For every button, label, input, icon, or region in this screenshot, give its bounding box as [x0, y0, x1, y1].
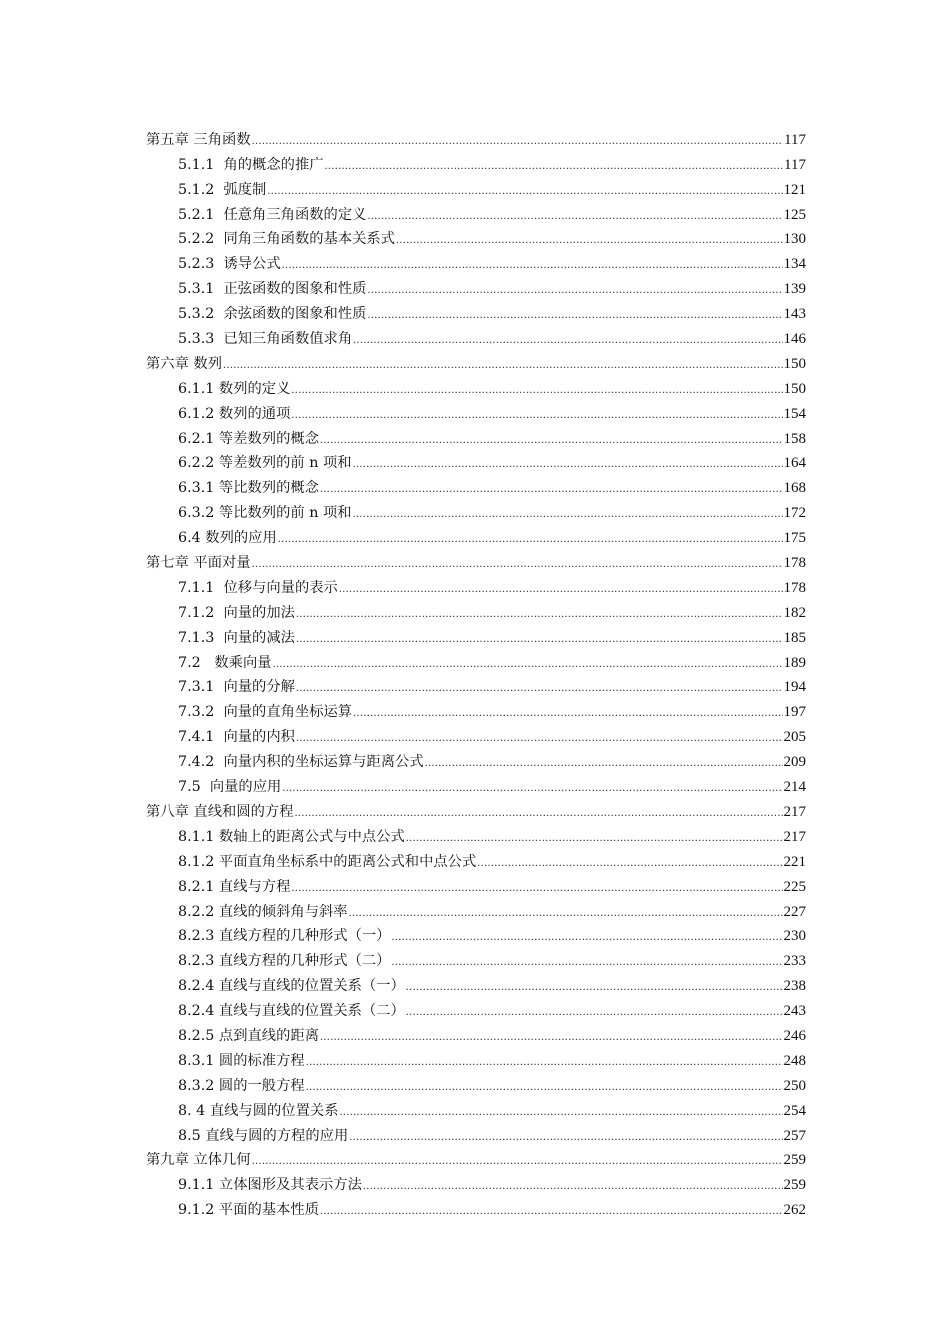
- toc-entry-title: 8.3.2 圆的一般方程: [178, 1077, 305, 1094]
- toc-entry-page-number: 143: [783, 306, 806, 323]
- toc-section-entry[interactable]: [146, 174, 806, 199]
- toc-section-entry[interactable]: [146, 298, 806, 323]
- toc-entry-title: 8.2.5 点到直线的距离: [178, 1027, 319, 1044]
- toc-entry-page-number: 259: [783, 1177, 806, 1194]
- dot-leader: [252, 554, 783, 572]
- toc-entry-title: 第八章 直线和圆的方程: [146, 803, 294, 820]
- toc-section-entry[interactable]: [146, 398, 806, 423]
- dot-leader: [320, 430, 783, 448]
- dot-leader: [353, 454, 783, 472]
- dot-leader: [296, 728, 783, 746]
- toc-entry-page-number: 209: [783, 754, 806, 771]
- toc-section-entry[interactable]: [146, 199, 806, 224]
- dot-leader: [273, 654, 783, 672]
- toc-entry-page-number: 158: [783, 430, 806, 447]
- dot-leader: [291, 405, 782, 423]
- toc-entry-page-number: 233: [783, 953, 806, 970]
- toc-entry-title: 第九章 立体几何: [146, 1152, 251, 1169]
- toc-entry-title: 6.2.2 等差数列的前 n 项和: [178, 455, 352, 472]
- toc-section-entry[interactable]: [146, 921, 806, 946]
- toc-entry-title: 6.3.2 等比数列的前 n 项和: [178, 505, 352, 522]
- toc-entry-title: 7.3.2 向量的直角坐标运算: [178, 704, 353, 721]
- toc-entry-page-number: 125: [783, 206, 806, 223]
- toc-entry-page-number: 205: [783, 729, 806, 746]
- dot-leader: [363, 1176, 783, 1194]
- toc-section-entry[interactable]: [146, 672, 806, 697]
- toc-entry-page-number: 117: [784, 156, 806, 173]
- toc-entry-page-number: 221: [783, 853, 806, 870]
- dot-leader: [306, 1052, 783, 1070]
- toc-section-entry[interactable]: [146, 248, 806, 273]
- toc-entry-title: 6.1.2 数列的通项: [178, 405, 291, 422]
- toc-entry-page-number: 175: [783, 530, 806, 547]
- toc-entry-page-number: 117: [784, 131, 806, 148]
- toc-entry-page-number: 217: [783, 828, 806, 845]
- toc-entry-title: 6.2.1 等差数列的概念: [178, 430, 319, 447]
- toc-entry-page-number: 134: [783, 256, 806, 273]
- toc-entry-page-number: 182: [783, 604, 806, 621]
- toc-section-entry[interactable]: [146, 323, 806, 348]
- toc-chapter-entry[interactable]: [146, 796, 806, 821]
- toc-entry-page-number: 254: [783, 1102, 806, 1119]
- toc-entry-title: 8.1.2 平面直角坐标系中的距离公式和中点公式: [178, 853, 477, 870]
- toc-section-entry[interactable]: [146, 896, 806, 921]
- toc-chapter-entry[interactable]: [146, 348, 806, 373]
- toc-entry-title: 6.3.1 等比数列的概念: [178, 480, 319, 497]
- dot-leader: [296, 604, 783, 622]
- toc-entry-title: 5.2.2 同角三角函数的基本关系式: [178, 231, 396, 248]
- toc-entry-page-number: 150: [783, 355, 806, 372]
- dot-leader: [282, 255, 783, 273]
- toc-entry-title: 8.2.3 直线方程的几种形式（一）: [178, 928, 391, 945]
- toc-entry-title: 5.3.1 正弦函数的图象和性质: [178, 281, 367, 298]
- toc-entry-page-number: 257: [783, 1127, 806, 1144]
- toc-entry-page-number: 130: [783, 231, 806, 248]
- toc-entry-title: 5.2.1 任意角三角函数的定义: [178, 206, 367, 223]
- dot-leader: [353, 330, 782, 348]
- dot-leader: [296, 629, 783, 647]
- dot-leader: [339, 579, 783, 597]
- toc-section-entry[interactable]: [146, 647, 806, 672]
- toc-entry-page-number: 197: [783, 704, 806, 721]
- toc-section-entry[interactable]: [146, 696, 806, 721]
- toc-entry-page-number: 230: [783, 928, 806, 945]
- toc-entry-title: 7.1.1 位移与向量的表示: [178, 579, 338, 596]
- toc-entry-title: 7.4.2 向量内积的坐标运算与距离公式: [178, 754, 424, 771]
- toc-entry-title: 9.1.1 立体图形及其表示方法: [178, 1177, 362, 1194]
- toc-entry-title: 5.1.2 弧度制: [178, 181, 267, 198]
- dot-leader: [353, 504, 783, 522]
- toc-entry-page-number: 259: [783, 1152, 806, 1169]
- toc-entry-title: 5.3.2 余弦函数的图象和性质: [178, 306, 367, 323]
- toc-section-entry[interactable]: [146, 273, 806, 298]
- toc-entry-title: 7.5 向量的应用: [178, 779, 282, 796]
- dot-leader: [296, 678, 783, 696]
- dot-leader: [391, 927, 782, 945]
- dot-leader: [320, 479, 783, 497]
- toc-section-entry[interactable]: [146, 149, 806, 174]
- toc-entry-title: 7.1.2 向量的加法: [178, 604, 295, 621]
- table-of-contents: [146, 124, 806, 1219]
- toc-entry-title: 5.1.1 角的概念的推广: [178, 156, 324, 173]
- dot-leader: [391, 952, 782, 970]
- toc-entry-title: 7.4.1 向量的内积: [178, 729, 295, 746]
- toc-chapter-entry[interactable]: [146, 1145, 806, 1170]
- toc-section-entry[interactable]: [146, 373, 806, 398]
- dot-leader: [425, 753, 783, 771]
- toc-entry-page-number: 214: [783, 779, 806, 796]
- toc-entry-title: 8.2.3 直线方程的几种形式（二）: [178, 953, 391, 970]
- toc-entry-title: 8.2.1 直线与方程: [178, 878, 291, 895]
- toc-entry-title: 8.1.1 数轴上的距离公式与中点公式: [178, 828, 405, 845]
- dot-leader: [291, 878, 782, 896]
- toc-chapter-entry[interactable]: [146, 547, 806, 572]
- toc-entry-page-number: 150: [783, 380, 806, 397]
- toc-section-entry[interactable]: [146, 1095, 806, 1120]
- dot-leader: [477, 853, 782, 871]
- dot-leader: [367, 280, 782, 298]
- toc-section-entry[interactable]: [146, 224, 806, 249]
- toc-entry-page-number: 139: [783, 281, 806, 298]
- toc-entry-title: 5.3.3 已知三角函数值求角: [178, 331, 353, 348]
- toc-entry-title: 8.5 直线与圆的方程的应用: [178, 1127, 349, 1144]
- toc-entry-title: 5.2.3 诱导公式: [178, 256, 281, 273]
- toc-section-entry[interactable]: [146, 622, 806, 647]
- dot-leader: [349, 1127, 782, 1145]
- dot-leader: [223, 355, 782, 373]
- dot-leader: [320, 1027, 783, 1045]
- dot-leader: [353, 703, 782, 721]
- toc-entry-title: 6.4 数列的应用: [178, 530, 277, 547]
- toc-section-entry[interactable]: [146, 572, 806, 597]
- dot-leader: [320, 1201, 783, 1219]
- dot-leader: [252, 1151, 783, 1169]
- dot-leader: [406, 828, 783, 846]
- dot-leader: [267, 181, 782, 199]
- toc-entry-title: 第七章 平面对量: [146, 555, 251, 572]
- toc-section-entry[interactable]: [146, 746, 806, 771]
- toc-entry-page-number: 227: [783, 903, 806, 920]
- toc-entry-page-number: 164: [783, 455, 806, 472]
- toc-entry-title: 8.3.1 圆的标准方程: [178, 1052, 305, 1069]
- toc-section-entry[interactable]: [146, 1045, 806, 1070]
- toc-entry-page-number: 146: [783, 331, 806, 348]
- toc-entry-page-number: 246: [783, 1027, 806, 1044]
- toc-section-entry[interactable]: [146, 821, 806, 846]
- toc-section-entry[interactable]: [146, 472, 806, 497]
- toc-entry-title: 6.1.1 数列的定义: [178, 380, 291, 397]
- toc-entry-title: 8.2.4 直线与直线的位置关系（一）: [178, 978, 405, 995]
- dot-leader: [291, 380, 782, 398]
- toc-entry-page-number: 262: [783, 1202, 806, 1219]
- toc-entry-title: 第六章 数列: [146, 355, 223, 372]
- toc-section-entry[interactable]: [146, 771, 806, 796]
- toc-entry-page-number: 168: [783, 480, 806, 497]
- dot-leader: [367, 206, 782, 224]
- toc-section-entry[interactable]: [146, 945, 806, 970]
- toc-section-entry[interactable]: [146, 721, 806, 746]
- dot-leader: [367, 305, 782, 323]
- toc-entry-page-number: 194: [783, 679, 806, 696]
- toc-entry-page-number: 238: [783, 978, 806, 995]
- toc-section-entry[interactable]: [146, 970, 806, 995]
- dot-leader: [325, 156, 784, 174]
- dot-leader: [396, 230, 782, 248]
- dot-leader: [278, 529, 783, 547]
- toc-section-entry[interactable]: [146, 597, 806, 622]
- toc-entry-page-number: 243: [783, 1003, 806, 1020]
- toc-section-entry[interactable]: [146, 1120, 806, 1145]
- toc-section-entry[interactable]: [146, 995, 806, 1020]
- dot-leader: [282, 778, 782, 796]
- toc-entry-title: 7.3.1 向量的分解: [178, 679, 295, 696]
- dot-leader: [406, 1002, 783, 1020]
- dot-leader: [252, 131, 783, 149]
- toc-entry-page-number: 121: [783, 181, 806, 198]
- dot-leader: [340, 1102, 783, 1120]
- toc-entry-page-number: 250: [783, 1077, 806, 1094]
- toc-section-entry[interactable]: [146, 1169, 806, 1194]
- toc-section-entry[interactable]: [146, 448, 806, 473]
- toc-entry-title: 8.2.4 直线与直线的位置关系（二）: [178, 1003, 405, 1020]
- dot-leader: [295, 803, 783, 821]
- toc-entry-page-number: 248: [783, 1052, 806, 1069]
- toc-entry-title: 第五章 三角函数: [146, 131, 251, 148]
- toc-entry-page-number: 178: [783, 579, 806, 596]
- toc-entry-title: 8.2.2 直线的倾斜角与斜率: [178, 903, 348, 920]
- dot-leader: [306, 1077, 783, 1095]
- toc-entry-page-number: 189: [783, 654, 806, 671]
- toc-entry-page-number: 185: [783, 629, 806, 646]
- toc-entry-page-number: 172: [783, 505, 806, 522]
- toc-entry-page-number: 178: [783, 555, 806, 572]
- toc-entry-title: 7.2 数乘向量: [178, 654, 272, 671]
- dot-leader: [406, 977, 783, 995]
- toc-section-entry[interactable]: [146, 846, 806, 871]
- toc-section-entry[interactable]: [146, 497, 806, 522]
- toc-section-entry[interactable]: [146, 871, 806, 896]
- toc-entry-title: 7.1.3 向量的减法: [178, 629, 295, 646]
- toc-section-entry[interactable]: [146, 1194, 806, 1219]
- toc-section-entry[interactable]: [146, 423, 806, 448]
- dot-leader: [349, 903, 783, 921]
- toc-chapter-entry[interactable]: [146, 124, 806, 149]
- toc-entry-title: 8. 4 直线与圆的位置关系: [178, 1102, 339, 1119]
- toc-section-entry[interactable]: [146, 1070, 806, 1095]
- toc-entry-page-number: 217: [783, 803, 806, 820]
- toc-entry-title: 9.1.2 平面的基本性质: [178, 1202, 319, 1219]
- toc-entry-page-number: 154: [783, 405, 806, 422]
- toc-section-entry[interactable]: [146, 1020, 806, 1045]
- toc-entry-page-number: 225: [783, 878, 806, 895]
- toc-section-entry[interactable]: [146, 522, 806, 547]
